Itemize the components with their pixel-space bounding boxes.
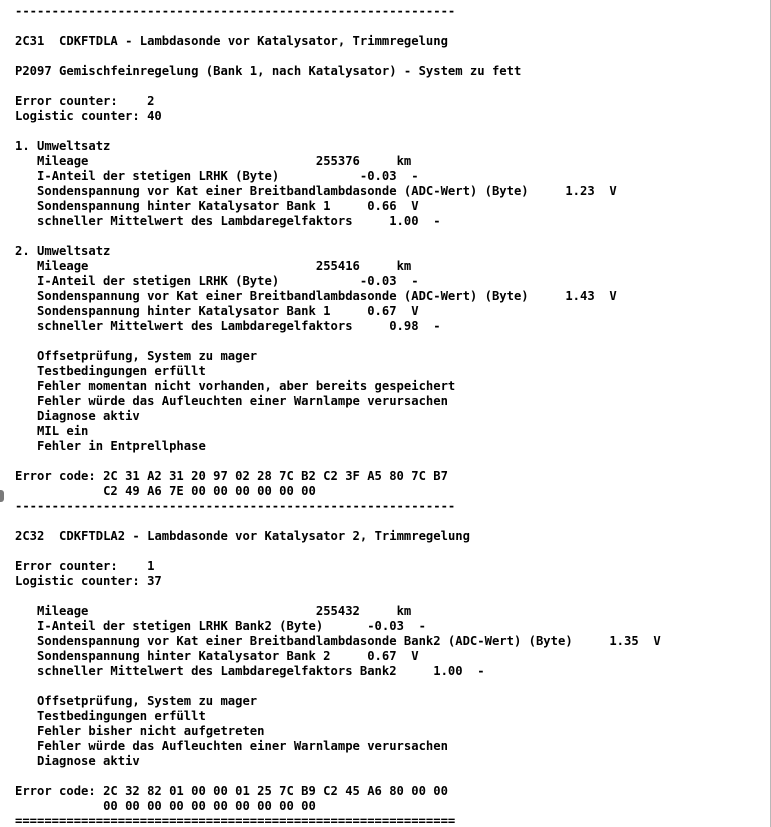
env-ianteil-label: I-Anteil der stetigen LRHK (Byte) bbox=[37, 169, 280, 183]
env-breit-label: Sondenspannung vor Kat einer Breitbandlambdasonde Bank2 (ADC-Wert) (Byte) bbox=[37, 634, 573, 648]
fault-1-dtc-text: Gemischfeinregelung (Bank 1, nach Katalysator) - System zu fett bbox=[59, 64, 522, 78]
env-mittel-label: schneller Mittelwert des Lambdaregelfaktors bbox=[37, 319, 353, 333]
scroll-handle[interactable] bbox=[0, 490, 4, 502]
status-line: Testbedingungen erfüllt bbox=[37, 364, 206, 378]
fault-1-error-counter: 2 bbox=[147, 94, 155, 108]
env-mileage-unit: km bbox=[396, 604, 412, 618]
env-mittel-unit: - bbox=[477, 664, 485, 678]
env-ianteil-label: I-Anteil der stetigen LRHK (Byte) bbox=[37, 274, 280, 288]
env-mileage-value: 255432 bbox=[315, 604, 360, 618]
fault-1-name: CDKFTDLA bbox=[59, 34, 118, 48]
env-hinter-unit: V bbox=[411, 199, 419, 213]
status-line: Testbedingungen erfüllt bbox=[37, 709, 206, 723]
env-breit-value: 1.35 bbox=[609, 634, 639, 648]
env-hinter-value: 0.67 bbox=[367, 649, 397, 663]
env-mileage-label: Mileage bbox=[37, 604, 89, 618]
env-mileage-label: Mileage bbox=[37, 259, 89, 273]
env-mileage-value: 255416 bbox=[315, 259, 360, 273]
fault-1-error-code-line1: 2C 31 A2 31 20 97 02 28 7C B2 C2 3F A5 80 7C B7 bbox=[103, 469, 448, 483]
env-mittel-value: 1.00 bbox=[389, 214, 419, 228]
fault-2-description: Lambdasonde vor Katalysator 2, Trimmregelung bbox=[147, 529, 470, 543]
env-mittel-value: 1.00 bbox=[433, 664, 463, 678]
env-ianteil-unit: - bbox=[418, 619, 426, 633]
fault-1-logistic-counter-label: Logistic counter: bbox=[15, 109, 140, 123]
fault-1-error-counter-label: Error counter: bbox=[15, 94, 118, 108]
fault-2-error-counter: 1 bbox=[147, 559, 155, 573]
fault-2-logistic-counter: 37 bbox=[147, 574, 162, 588]
env-ianteil-value: -0.03 bbox=[359, 274, 397, 288]
fault-2-error-counter-label: Error counter: bbox=[15, 559, 118, 573]
status-line: Fehler in Entprellphase bbox=[37, 439, 206, 453]
fault-2-error-code-line2: 00 00 00 00 00 00 00 00 00 00 bbox=[103, 799, 316, 813]
env-hinter-unit: V bbox=[411, 649, 419, 663]
separator-bottom: ============================================================ bbox=[15, 814, 456, 827]
env-mileage-unit: km bbox=[396, 259, 412, 273]
env-hinter-unit: V bbox=[411, 304, 419, 318]
env-ianteil-unit: - bbox=[411, 169, 419, 183]
fault-2-logistic-counter-label: Logistic counter: bbox=[15, 574, 140, 588]
separator-middle: ------------------------------------------------------------ bbox=[15, 499, 456, 513]
fault-2-error-code-label: Error code: bbox=[15, 784, 96, 798]
fault-1-code: 2C31 bbox=[15, 34, 45, 48]
env-breit-value: 1.43 bbox=[565, 289, 595, 303]
status-line: Fehler würde das Aufleuchten einer Warnlampe verursachen bbox=[37, 739, 448, 753]
fault-1-description: Lambdasonde vor Katalysator, Trimmregelung bbox=[139, 34, 448, 48]
fault-1-dtc-code: P2097 bbox=[15, 64, 52, 78]
env-breit-unit: V bbox=[609, 289, 617, 303]
env-ianteil-value: -0.03 bbox=[367, 619, 404, 633]
env-breit-label: Sondenspannung vor Kat einer Breitbandlambdasonde (ADC-Wert) (Byte) bbox=[37, 289, 529, 303]
status-line: Offsetprüfung, System zu mager bbox=[37, 694, 258, 708]
separator-top: ------------------------------------------------------------ bbox=[15, 4, 456, 18]
env-hinter-label: Sondenspannung hinter Katalysator Bank 1 bbox=[37, 304, 331, 318]
env-mileage-unit: km bbox=[396, 154, 412, 168]
fault-2-name: CDKFTDLA2 bbox=[59, 529, 126, 543]
status-line: Fehler würde das Aufleuchten einer Warnlampe verursachen bbox=[37, 394, 448, 408]
env-breit-unit: V bbox=[653, 634, 661, 648]
env-hinter-value: 0.66 bbox=[367, 199, 397, 213]
env-breit-label: Sondenspannung vor Kat einer Breitbandlambdasonde (ADC-Wert) (Byte) bbox=[37, 184, 529, 198]
fault-1-env1-title: 1. Umweltsatz bbox=[15, 139, 111, 153]
fault-1-env2-title: 2. Umweltsatz bbox=[15, 244, 111, 258]
env-breit-unit: V bbox=[609, 184, 617, 198]
env-mittel-unit: - bbox=[433, 319, 441, 333]
status-line: Offsetprüfung, System zu mager bbox=[37, 349, 258, 363]
fault-1-error-code-line2: C2 49 A6 7E 00 00 00 00 00 00 bbox=[103, 484, 316, 498]
env-breit-value: 1.23 bbox=[565, 184, 595, 198]
env-mileage-value: 255376 bbox=[315, 154, 360, 168]
env-hinter-label: Sondenspannung hinter Katalysator Bank 1 bbox=[37, 199, 331, 213]
fault-1-error-code-label: Error code: bbox=[15, 469, 96, 483]
env-mittel-label: schneller Mittelwert des Lambdaregelfaktors Bank2 bbox=[37, 664, 397, 678]
env-mittel-unit: - bbox=[433, 214, 441, 228]
env-mileage-label: Mileage bbox=[37, 154, 89, 168]
status-line: Fehler bisher nicht aufgetreten bbox=[37, 724, 265, 738]
env-ianteil-unit: - bbox=[411, 274, 419, 288]
env-ianteil-label: I-Anteil der stetigen LRHK Bank2 (Byte) bbox=[37, 619, 324, 633]
env-ianteil-value: -0.03 bbox=[359, 169, 397, 183]
env-mittel-value: 0.98 bbox=[389, 319, 419, 333]
env-hinter-label: Sondenspannung hinter Katalysator Bank 2 bbox=[37, 649, 331, 663]
fault-report-text: ------------------------------------------------------------ 2C31 CDKFTDLA - Lambdasonde vor Katalysator, Trimmregelung P2097 Gemischfeinregelung (Bank 1, nach Katalysator) - System zu fett Error counter: 2 Logistic counter: 40 1. Umweltsatz Mileage 255376 km I-Anteil der stetigen LRHK (Byte) -0.03 - Sondenspannung vor Kat einer Breitbandlambdasonde (ADC-Wert) (Byte) 1.23 V Sondenspannung hinter Katalysator Bank 1 0.66 V schneller Mittelwert des Lambdaregelfaktors 1.00 - 2. Umweltsatz Mileage 255416 km I-Anteil der stetigen LRHK (Byte) -0.03 - Sondenspannung vor Kat einer Breitbandlambdasonde (ADC-Wert) (Byte) 1.43 V Sondenspannung hinter Katalysator Bank 1 0.67 V schneller Mittelwert des Lambdaregelfaktors 0.98 - Offsetprüfung, System zu mager Testbedingungen erfüllt Fehler momentan nicht vorhanden, aber bereits gespeichert Fehler würde das Aufleuchten einer Warnlampe verursachen Diagnose aktiv MIL ein Fehler in Entprellphase Error code: 2C 31 A2 31 20 97 02 28 7C B2 C2 3F A5 80 7C B7 C2 49 A6 7E 00 00 00 00 00 00 ------------------------------------------------------------ 2C32 CDKFTDLA2 - Lambdasonde vor Katalysator 2, Trimmregelung Error counter: 1 Logistic counter: 37 Mileage 255432 km I-Anteil der stetigen LRHK Bank2 (Byte) -0.03 - Sondenspannung vor Kat einer Breitbandlambdasonde Bank2 (ADC-Wert) (Byte) 1.35 V Sondenspannung hinter Katalysator Bank 2 0.67 V schneller Mittelwert des Lambdaregelfaktors Bank2 1.00 - Offsetprüfung, System zu mager Testbedingungen erfüllt Fehler bisher nicht aufgetreten Fehler würde das Aufleuchten einer Warnlampe verursachen Diagnose aktiv Error code: 2C 32 82 01 00 00 01 25 7C B9 C2 45 A6 80 00 00 00 00 00 00 00 00 00 00 00 00 ============================================================ bbox=[15, 4, 661, 827]
status-line: Fehler momentan nicht vorhanden, aber bereits gespeichert bbox=[37, 379, 456, 393]
env-hinter-value: 0.67 bbox=[367, 304, 397, 318]
status-line: Diagnose aktiv bbox=[37, 409, 140, 423]
fault-1-logistic-counter: 40 bbox=[147, 109, 162, 123]
status-line: Diagnose aktiv bbox=[37, 754, 140, 768]
fault-2-code: 2C32 bbox=[15, 529, 45, 543]
fault-2-error-code-line1: 2C 32 82 01 00 00 01 25 7C B9 C2 45 A6 80 00 00 bbox=[103, 784, 448, 798]
status-line: MIL ein bbox=[37, 424, 89, 438]
env-mittel-label: schneller Mittelwert des Lambdaregelfaktors bbox=[37, 214, 353, 228]
